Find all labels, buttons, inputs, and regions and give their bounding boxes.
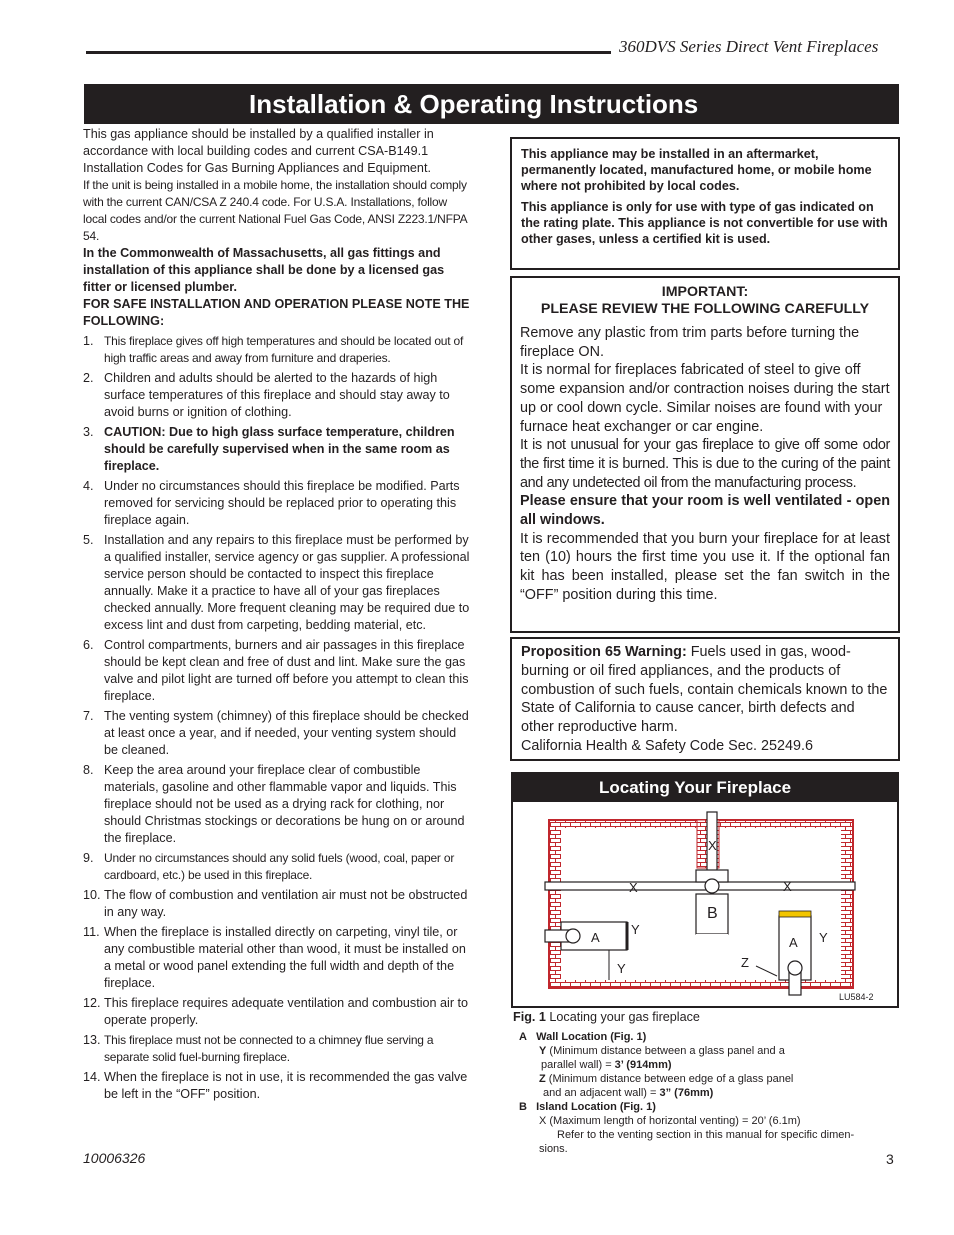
label-a-right: A [789,935,798,950]
massachusetts-note: In the Commonwealth of Massachusetts, all gas fittings and installation of this appliance shall be done by a licensed gas fitter or licensed plumber. [83,246,445,294]
legend-a: A Wall Location (Fig. 1) [519,1031,647,1043]
list-item: 3. CAUTION: Due to high glass surface temperature, children should be carefully supervised when in the same room as fireplace. [83,425,455,473]
gas-type-notice: This appliance is only for use with type of gas indicated on the rating plate. This appliance is not convertible for use with other gases, unless a certified kit is used. [521,200,888,246]
page-number: 3 [886,1151,894,1167]
list-item: 10. The flow of combustion and ventilation air must not be obstructed in any way. [83,888,468,919]
list-item: 14. When the fireplace is not in use, it is recommended the gas valve be left in the “OFF” position. [83,1070,468,1101]
list-item: 4. Under no circumstances should this fireplace be modified. Parts removed for servicing should be replaced prior to operating this fireplace again. [83,479,460,527]
document-number: 10006326 [83,1150,146,1166]
health-safety-code: California Health & Safety Code Sec. 25249.6 [521,737,813,754]
label-b: B [707,905,718,922]
label-y-right: Y [819,930,828,945]
important-heading: IMPORTANT: PLEASE REVIEW THE FOLLOWING CAREFULLY [540,284,870,317]
prop65-text: Proposition 65 Warning: Fuels used in gas, wood-burning or oil fired appliances, and the products of combustion of such fuels, contain chemicals known to the State of California to cause cancer, birth defects and other reproductive harm. [521,644,888,736]
list-item: 7. The venting system (chimney) of this fireplace should be checked at least once a year, and if needed, your venting system should be cleaned. [83,709,469,757]
island-fireplace-base [696,934,728,962]
label-y-left-bottom: Y [617,961,626,976]
list-item: 11. When the fireplace is installed directly on carpeting, vinyl tile, or any combustible material other than wood, it must be installed on a metal or wood panel extending the full width and depth of the fireplace. [83,925,466,990]
locating-fireplace-box [511,772,899,1008]
figure-legend [519,1030,899,1156]
left-column [83,126,473,1103]
vent-cap-right [788,961,802,975]
label-y-left-top: Y [631,922,640,937]
legend-x-end: sions. [539,1143,568,1155]
legend-b: B Island Location (Fig. 1) [519,1101,656,1113]
safety-list [83,333,473,1103]
locating-heading: Locating Your Fireplace [513,774,897,802]
plastic-paragraph: Remove any plastic from trim parts before turning the fireplace ON. [520,325,860,360]
label-a-left: A [591,930,600,945]
label-x-left: X [629,880,638,895]
important-box [510,276,900,633]
label-x-top: X [708,838,717,853]
header-rule [86,51,611,54]
label-x-right: X [783,879,792,894]
location-diagram [513,802,897,1006]
mobile-home-paragraph: If the unit is being installed in a mobile home, the installation should comply with the current CAN/CSA Z 240.4 code. For U.S.A. Installations, follow local codes and/or the current National Fuel Gas Code, ANSI Z223.1/NFPA 54. [83,178,467,243]
intro-paragraph: This gas appliance should be installed by a qualified installer in accordance with local building codes and current CSA-B149.1 Installation Codes for Gas Burning Appliances and Equipment. [83,127,434,175]
legend-y-cont: parallel wall) = 3’ (914mm) [541,1059,672,1071]
ventilation-paragraph: Please ensure that your room is well ventilated - open all windows. [520,493,890,529]
safe-installation-note: FOR SAFE INSTALLATION AND OPERATION PLEASE NOTE THE FOLLOWING: [83,297,470,328]
list-item: 1. This fireplace gives off high temperatures and should be located out of high traffic areas and away from furniture and draperies. [83,334,464,365]
glass-panel-right [779,911,811,917]
list-item: 13. This fireplace must not be connected to a chimney flue serving a separate solid fuel-burning fireplace. [83,1033,434,1064]
list-item: 5. Installation and any repairs to this fireplace must be performed by a qualified installer, service agency or gas supplier. A professional service person should be contacted to inspect this fireplace annually. Make it a practice to have all of your gas fireplaces checked annually. More frequent cleaning may be required due to excess lint and dust from carpeting, bedding material, etc. [83,533,470,632]
figure-caption: Fig. 1 Locating your gas fireplace [513,1010,700,1024]
list-item: 2. Children and adults should be alerted to the hazards of high surface temperatures of this fireplace and should stay away to avoid burns or ignition of clothing. [83,371,450,419]
legend-y: Y (Minimum distance between a glass panel and a [539,1045,785,1057]
list-item: 12. This fireplace requires adequate ventilation and combustion air to operate properly. [83,996,469,1027]
figure-reference: LU584-2 [839,992,874,1002]
horizontal-vent [545,882,855,890]
legend-x-cont: Refer to the venting section in this manual for specific dimen- [557,1129,855,1141]
list-item: 6. Control compartments, burners and air passages in this fireplace should be kept clean and free of dust and lint. Make sure the gas valve and pilot light are turned off before you attempt to clean this fireplace. [83,638,469,703]
list-item: 8. Keep the area around your fireplace clear of combustible materials, gasoline and other flammable vapor and liquids. This fireplace should not be used as a drying rack for clothing, nor should Christmas stockings or decorations be hung on or around the fireplace. [83,763,465,845]
legend-x: X (Maximum length of horizontal venting) = 20’ (6.1m) [539,1115,801,1127]
noise-paragraph: It is normal for fireplaces fabricated of steel to give off some expansion and/or contraction noises during the start up or cool down cycle. Similar noises are found with your furnace heat exchanger or car engine. [520,362,890,435]
series-title: 360DVS Series Direct Vent Fireplaces [619,37,879,56]
page-title: Installation & Operating Instructions [84,84,899,124]
odor-paragraph: It is not unusual for your gas fireplace to give off some odor the first time it is burned. This is due to the curing of the paint and any undetected oil from the manufacturing process. [520,437,890,491]
vent-collar [705,879,719,893]
mobile-home-notice-box [510,137,900,270]
label-z: Z [741,955,749,970]
prop65-warning-box [510,637,900,761]
legend-z: Z (Minimum distance between edge of a glass panel [539,1073,794,1085]
legend-z-cont: and an adjacent wall) = 3” (76mm) [543,1087,714,1099]
list-item: 9. Under no circumstances should any solid fuels (wood, coal, paper or cardboard, etc.) be used in this fireplace. [83,851,455,882]
vent-cap-left [566,929,580,943]
aftermarket-notice: This appliance may be installed in an aftermarket, permanently located, manufactured home, or mobile home where not prohibited by local codes. [521,147,872,193]
burn-in-paragraph: It is recommended that you burn your fireplace for at least ten (10) hours the first time you use it. If the optional fan kit has been installed, please set the fan switch in the “OFF” position during this time. [520,530,890,603]
